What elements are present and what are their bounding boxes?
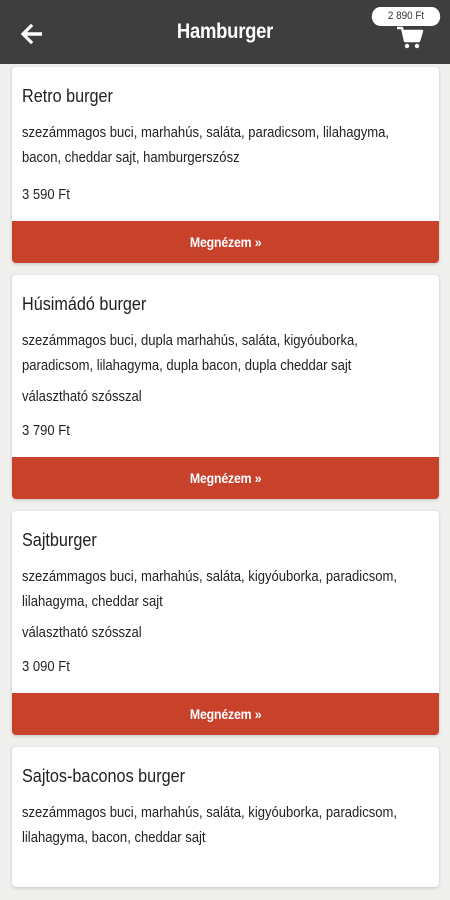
view-product-button-label: Megnézem » <box>189 234 262 250</box>
product-description: szezámmagos buci, marhahús, saláta, paradicsom, lilahagyma, bacon, cheddar sajt, hamburgerszósz <box>22 125 390 166</box>
product-price: 3 590 Ft <box>22 187 70 203</box>
product-description: szezámmagos buci, marhahús, saláta, kigyóuborka, paradicsom, lilahagyma, bacon, cheddar sajt <box>22 805 398 846</box>
product-price: 3 090 Ft <box>22 659 70 675</box>
view-product-button[interactable] <box>12 693 439 735</box>
sauce-note: választható szósszal <box>22 625 142 641</box>
product-name: Retro burger <box>22 86 113 106</box>
product-name: Húsimádó burger <box>22 294 147 314</box>
product-name: Sajtos-baconos burger <box>22 766 185 786</box>
page-title: Hamburger <box>176 20 274 43</box>
cart-button[interactable] <box>396 26 426 50</box>
product-list <box>12 67 439 899</box>
product-price: 3 790 Ft <box>22 423 70 439</box>
product-card <box>12 67 439 263</box>
sauce-note: választható szósszal <box>22 389 142 405</box>
product-description: szezámmagos buci, marhahús, saláta, kigyóuborka, paradicsom, lilahagyma, cheddar sajt <box>22 569 398 610</box>
shopping-cart-icon <box>396 26 424 50</box>
cart-total-badge: 2 890 Ft <box>372 7 440 26</box>
view-product-button-label: Megnézem » <box>189 470 262 486</box>
product-card <box>12 511 439 735</box>
view-product-button[interactable] <box>12 457 439 499</box>
product-card <box>12 275 439 499</box>
product-description: szezámmagos buci, dupla marhahús, saláta, kigyóuborka, paradicsom, lilahagyma, dupla bacon, dupla cheddar sajt <box>22 333 358 374</box>
product-name: Sajtburger <box>22 530 97 550</box>
product-card <box>12 747 439 887</box>
app-bar <box>0 0 450 64</box>
view-product-button-label: Megnézem » <box>189 706 262 722</box>
view-product-button[interactable] <box>12 221 439 263</box>
